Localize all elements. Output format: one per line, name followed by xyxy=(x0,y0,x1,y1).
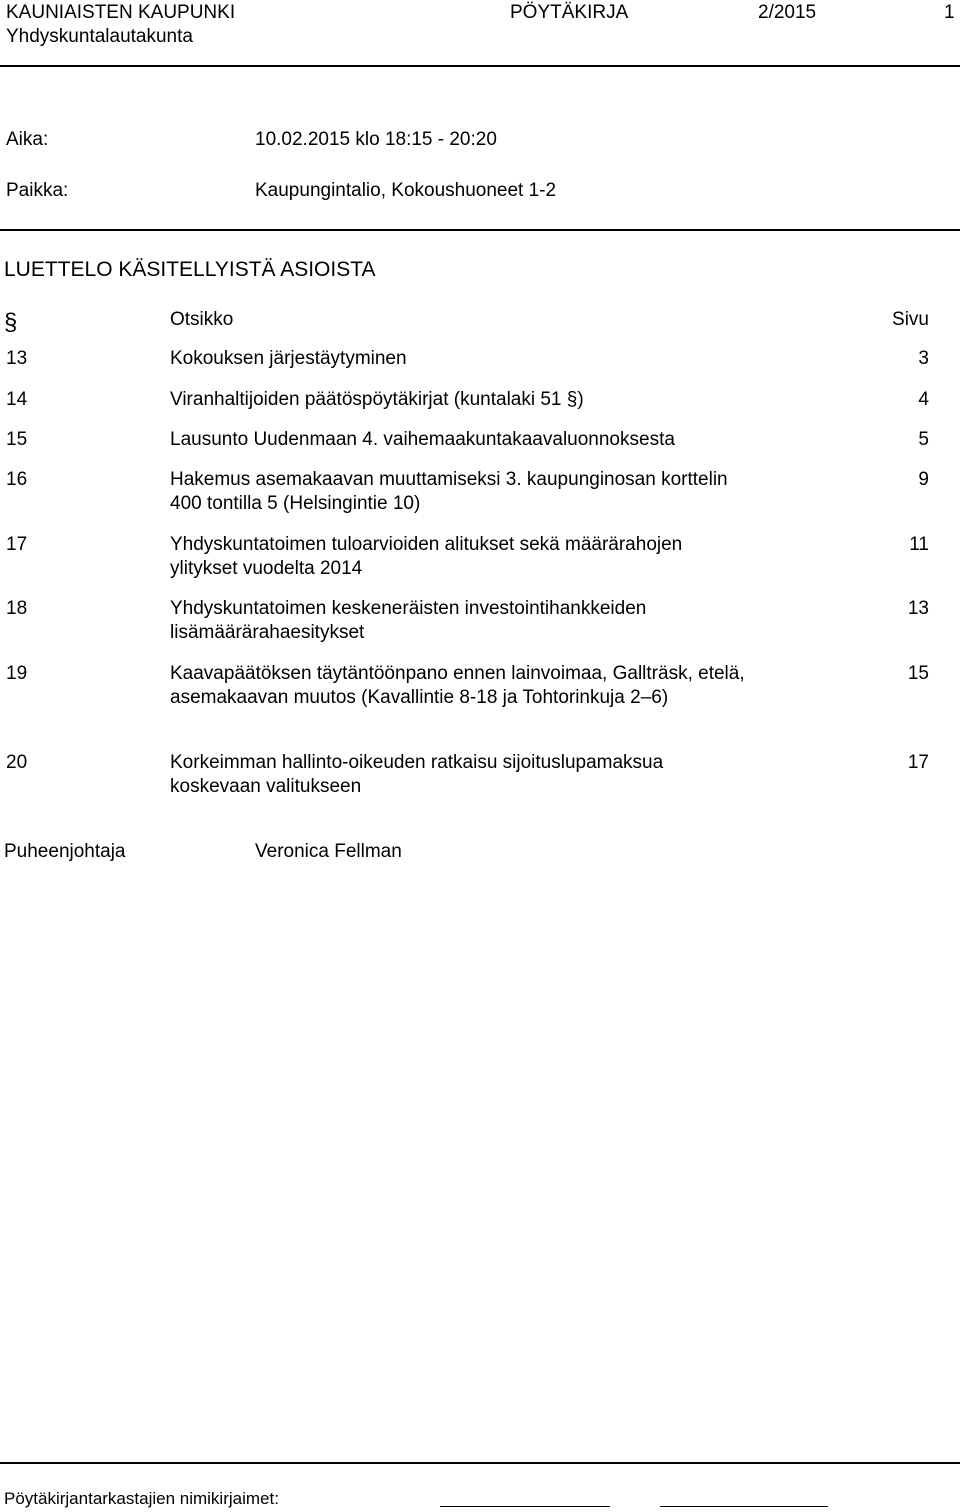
toc-item-number: 13 xyxy=(6,348,28,369)
toc-item-page: 9 xyxy=(918,469,929,490)
header-divider xyxy=(0,65,960,67)
toc-col-page: Sivu xyxy=(892,309,929,330)
footer-divider xyxy=(0,1462,960,1464)
toc-item-title: Korkeimman hallinto-oikeuden ratkaisu sijoituslupamaksua koskevaan valitukseen xyxy=(170,752,664,797)
toc-item-title: Kokouksen järjestäytyminen xyxy=(170,348,407,369)
toc-item-page: 5 xyxy=(918,429,929,450)
toc-item-title: Yhdyskuntatoimen tuloarvioiden alitukset sekä määrärahojen ylitykset vuodelta 2014 xyxy=(170,534,683,579)
toc-item-title: Yhdyskuntatoimen keskeneräisten investointihankkeiden lisämäärärahaesitykset xyxy=(170,598,647,643)
chair-label: Puheenjohtaja xyxy=(4,841,126,862)
time-value: 10.02.2015 klo 18:15 - 20:20 xyxy=(255,129,497,150)
toc-item-number: 17 xyxy=(6,534,28,555)
initials-label: Pöytäkirjantarkastajien nimikirjaimet: xyxy=(4,1489,279,1508)
section-sign-icon xyxy=(4,309,20,335)
document-number: 2/2015 xyxy=(758,2,817,23)
organization-name: KAUNIAISTEN KAUPUNKI xyxy=(6,2,236,23)
page-number: 1 xyxy=(944,2,955,23)
toc-item-page: 17 xyxy=(907,752,929,773)
toc-item-number: 14 xyxy=(6,389,28,410)
toc-col-title: Otsikko xyxy=(170,309,234,330)
toc-item-title: Viranhaltijoiden päätöspöytäkirjat (kuntalaki 51 §) xyxy=(170,389,584,410)
toc-item-number: 20 xyxy=(6,752,28,773)
chair-name: Veronica Fellman xyxy=(255,841,402,862)
place-value: Kaupungintalio, Kokoushuoneet 1-2 xyxy=(255,180,557,201)
toc-item-number: 19 xyxy=(6,663,28,684)
toc-item-page: 13 xyxy=(907,598,929,619)
toc-item-title: Hakemus asemakaavan muuttamiseksi 3. kaupunginosan korttelin 400 tontilla 5 (Helsingintie 10) xyxy=(170,469,728,514)
time-label: Aika: xyxy=(6,129,49,150)
place-label: Paikka: xyxy=(6,180,69,201)
initials-line-1 xyxy=(440,1506,610,1507)
toc-item-page: 11 xyxy=(909,534,929,555)
toc-item-page: 15 xyxy=(907,663,929,684)
toc-item-number: 16 xyxy=(6,469,28,490)
toc-item-title: Lausunto Uudenmaan 4. vaihemaakuntakaavaluonnoksesta xyxy=(170,429,675,450)
toc-item-number: 15 xyxy=(6,429,28,450)
toc-heading: LUETTELO KÄSITELLYISTÄ ASIOISTA xyxy=(4,258,376,281)
document-type: PÖYTÄKIRJA xyxy=(510,2,629,23)
initials-line-2 xyxy=(660,1506,828,1507)
toc-item-title: Kaavapäätöksen täytäntöönpano ennen lainvoimaa, Gallträsk, etelä, asemakaavan muutos (Kavallintie 8-18 ja Tohtorinkuja 2–6) xyxy=(170,663,745,708)
toc-item-page: 3 xyxy=(918,348,929,369)
committee-name: Yhdyskuntalautakunta xyxy=(6,26,193,47)
toc-item-number: 18 xyxy=(6,598,28,619)
toc-item-page: 4 xyxy=(918,389,929,410)
meeting-divider xyxy=(0,229,960,231)
svg-text:§: § xyxy=(4,309,18,335)
